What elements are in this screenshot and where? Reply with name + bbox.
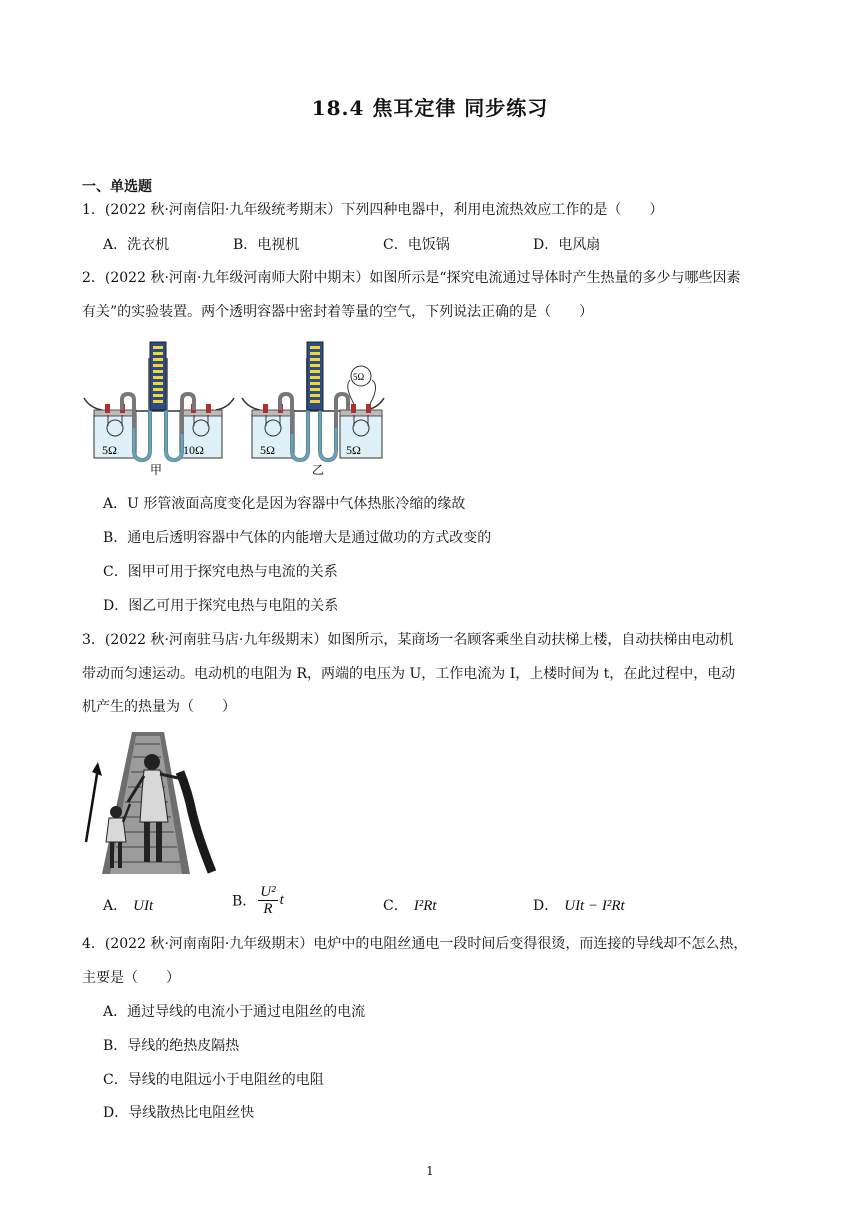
q3-option-b-tail: t (279, 892, 284, 908)
jia-resistor-2-label: 10Ω (183, 443, 204, 457)
section-heading: 一、单选题 (82, 179, 152, 195)
joule-experiment-figure (82, 338, 392, 480)
q3-option-b (232, 884, 284, 917)
escalator-figure (80, 732, 216, 874)
q3-option-b-label: B． (232, 893, 257, 910)
yi-resistor-1-label: 5Ω (260, 443, 275, 457)
page-number: 1 (426, 1164, 434, 1178)
question-4-line-1: 4．(2022 秋·河南南阳·九年级期末）电炉中的电阻丝通电一段时间后变得很烫，而连接的导线却不怎么热， (82, 936, 748, 952)
q1-option-a: A．洗衣机 (103, 237, 170, 253)
q3-option-d (533, 896, 625, 916)
q2-option-d: D．图乙可用于探究电热与电阻的关系 (103, 598, 339, 614)
q3-option-c-label: C． (383, 898, 408, 914)
question-3-line-1: 3．(2022 秋·河南驻马店·九年级期末）如图所示，某商场一名顾客乘坐自动扶梯上楼，自动扶梯由电动机 (82, 632, 734, 648)
q3-option-a-label: A． (103, 898, 128, 914)
question-4-line-2: 主要是（ ） (82, 970, 180, 986)
apparatus-jia (84, 342, 234, 477)
q4-option-b: B．导线的绝热皮隔热 (103, 1038, 240, 1054)
q3-option-d-expr: UIt − I²Rt (564, 898, 625, 914)
yi-external-resistor-label: 5Ω (353, 372, 365, 382)
jia-caption: 甲 (150, 463, 163, 477)
question-2-line-1: 2．(2022 秋·河南·九年级河南师大附中期末）如图所示是“探究电流通过导体时产生热量的多少与哪些因素 (82, 270, 741, 286)
q3-option-b-fraction (258, 884, 277, 917)
question-1-text: 1．(2022 秋·河南信阳·九年级统考期末）下列四种电器中，利用电流热效应工作的是（ ） (82, 202, 664, 218)
q4-option-a: A．通过导线的电流小于通过电阻丝的电流 (103, 1004, 366, 1020)
q3-option-c (383, 896, 437, 916)
q4-option-c: C．导线的电阻远小于电阻丝的电阻 (103, 1072, 324, 1088)
yi-resistor-2-label: 5Ω (346, 443, 361, 457)
question-3-line-3: 机产生的热量为（ ） (82, 699, 236, 715)
q3-option-d-label: D． (533, 898, 559, 914)
q2-option-a: A．U 形管液面高度变化是因为容器中气体热胀冷缩的缘故 (103, 496, 466, 512)
q4-option-d: D．导线散热比电阻丝快 (103, 1105, 255, 1121)
page-title: 18.4 焦耳定律 同步练习 (311, 96, 549, 120)
q3-option-b-denominator: R (263, 901, 273, 917)
q3-option-c-expr: I²Rt (413, 898, 437, 914)
q3-option-a (103, 896, 153, 916)
apparatus-yi (242, 342, 384, 477)
q2-option-b: B．通电后透明容器中气体的内能增大是通过做功的方式改变的 (103, 530, 492, 546)
jia-resistor-1-label: 5Ω (102, 443, 117, 457)
yi-caption: 乙 (312, 463, 325, 477)
q1-option-d: D．电风扇 (533, 237, 601, 253)
question-2-line-2: 有关”的实验装置。两个透明容器中密封着等量的空气，下列说法正确的是（ ） (82, 304, 594, 320)
q1-option-c: C．电饭锅 (383, 237, 450, 253)
q2-option-c: C．图甲可用于探究电热与电流的关系 (103, 564, 338, 580)
question-3-line-2: 带动而匀速运动。电动机的电阻为 R，两端的电压为 U，工作电流为 I，上楼时间为 t，在此过程中，电动 (82, 666, 736, 682)
q3-option-a-expr: UIt (133, 898, 154, 914)
q1-option-b: B．电视机 (233, 237, 300, 253)
q3-option-b-numerator: U² (260, 884, 276, 900)
